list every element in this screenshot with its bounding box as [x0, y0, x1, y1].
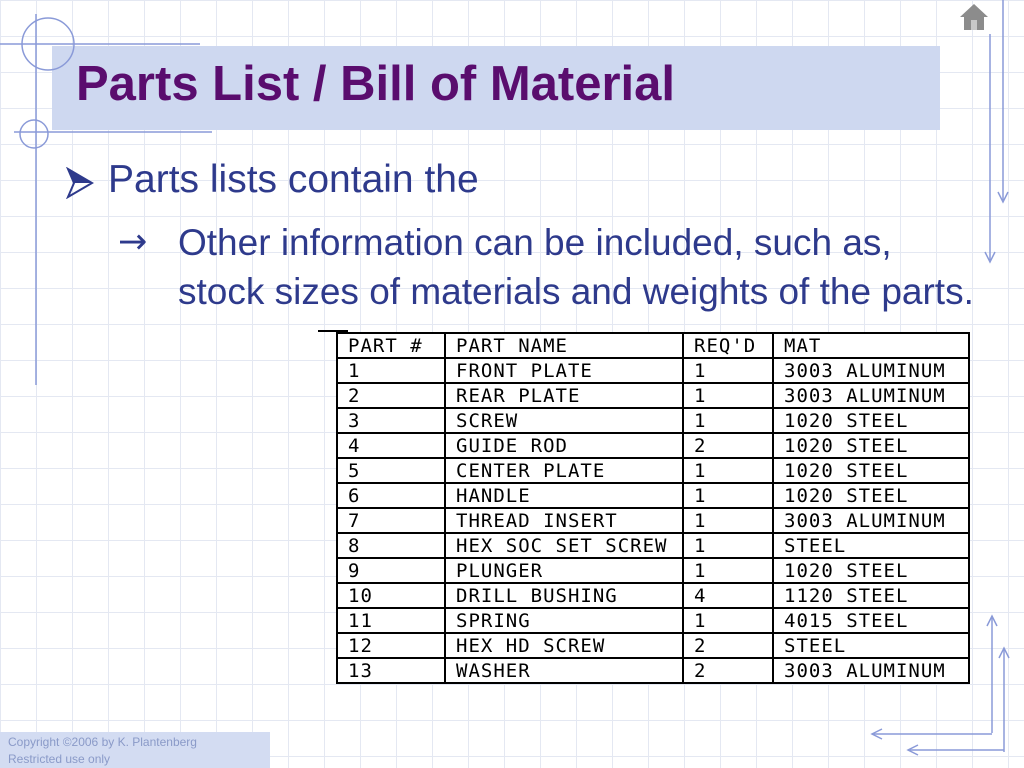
- cell-part-number: 4: [337, 433, 445, 458]
- cell-material: 1020 STEEL: [773, 408, 969, 433]
- cell-material: 1020 STEEL: [773, 558, 969, 583]
- cell-part-name: HEX HD SCREW: [445, 633, 683, 658]
- cell-required: 1: [683, 483, 773, 508]
- cell-required: 2: [683, 658, 773, 683]
- cell-required: 1: [683, 533, 773, 558]
- table-row: [337, 658, 969, 683]
- cell-required: 1: [683, 383, 773, 408]
- header-part-name: PART NAME: [445, 333, 683, 358]
- cell-required: 1: [683, 508, 773, 533]
- table-row: [337, 558, 969, 583]
- cell-part-name: HEX SOC SET SCREW: [445, 533, 683, 558]
- table-row: [337, 483, 969, 508]
- cell-material: STEEL: [773, 633, 969, 658]
- cell-material: 3003 ALUMINUM: [773, 358, 969, 383]
- cell-required: 1: [683, 458, 773, 483]
- restricted-text: Restricted use only: [8, 752, 111, 766]
- table-row: [337, 408, 969, 433]
- page-title: Parts List / Bill of Material: [76, 57, 676, 111]
- cell-required: 4: [683, 583, 773, 608]
- header-part-number: PART #: [337, 333, 445, 358]
- cell-material: 1020 STEEL: [773, 458, 969, 483]
- table-row: [337, 583, 969, 608]
- header-material: MAT: [773, 333, 969, 358]
- table-row: [337, 533, 969, 558]
- copyright-text: Copyright ©2006 by K. Plantenberg: [8, 735, 197, 749]
- cell-part-name: PLUNGER: [445, 558, 683, 583]
- cell-material: 3003 ALUMINUM: [773, 658, 969, 683]
- table-row: [337, 433, 969, 458]
- sub-bullet-text: Other information can be included, such as, stock sizes of materials and weights of the parts.: [178, 222, 974, 312]
- cell-material: 3003 ALUMINUM: [773, 383, 969, 408]
- cell-part-name: WASHER: [445, 658, 683, 683]
- cell-material: 1120 STEEL: [773, 583, 969, 608]
- cell-part-name: REAR PLATE: [445, 383, 683, 408]
- cell-part-name: SCREW: [445, 408, 683, 433]
- parts-list-table: [336, 332, 968, 684]
- cell-part-number: 5: [337, 458, 445, 483]
- arrow-bullet-icon: [64, 167, 96, 199]
- table-row: [337, 633, 969, 658]
- cell-material: 1020 STEEL: [773, 483, 969, 508]
- sub-bullet-arrow: →: [118, 222, 148, 262]
- cell-part-number: 6: [337, 483, 445, 508]
- table-row: [337, 608, 969, 633]
- cell-part-number: 13: [337, 658, 445, 683]
- cell-required: 2: [683, 633, 773, 658]
- cell-part-name: SPRING: [445, 608, 683, 633]
- cell-required: 1: [683, 408, 773, 433]
- cell-required: 1: [683, 558, 773, 583]
- cell-part-name: FRONT PLATE: [445, 358, 683, 383]
- cell-part-name: DRILL BUSHING: [445, 583, 683, 608]
- cell-part-number: 12: [337, 633, 445, 658]
- cell-part-number: 2: [337, 383, 445, 408]
- cell-material: 3003 ALUMINUM: [773, 508, 969, 533]
- cell-part-number: 9: [337, 558, 445, 583]
- table-row: [337, 458, 969, 483]
- cell-part-number: 3: [337, 408, 445, 433]
- cell-part-name: CENTER PLATE: [445, 458, 683, 483]
- cell-part-number: 1: [337, 358, 445, 383]
- cell-part-name: THREAD INSERT: [445, 508, 683, 533]
- cell-required: 1: [683, 608, 773, 633]
- cell-required: 2: [683, 433, 773, 458]
- header-required: REQ'D: [683, 333, 773, 358]
- cell-part-name: GUIDE ROD: [445, 433, 683, 458]
- table-row: [337, 383, 969, 408]
- home-icon[interactable]: [958, 2, 990, 32]
- table-row: [337, 508, 969, 533]
- bullet-text: Parts lists contain the: [108, 158, 479, 201]
- cell-material: STEEL: [773, 533, 969, 558]
- cell-required: 1: [683, 358, 773, 383]
- cell-part-number: 8: [337, 533, 445, 558]
- cell-material: 1020 STEEL: [773, 433, 969, 458]
- cell-part-name: HANDLE: [445, 483, 683, 508]
- footer: [0, 732, 270, 768]
- table-header-row: [337, 333, 969, 358]
- table-row: [337, 358, 969, 383]
- cell-part-number: 10: [337, 583, 445, 608]
- cell-part-number: 11: [337, 608, 445, 633]
- cell-part-number: 7: [337, 508, 445, 533]
- cell-material: 4015 STEEL: [773, 608, 969, 633]
